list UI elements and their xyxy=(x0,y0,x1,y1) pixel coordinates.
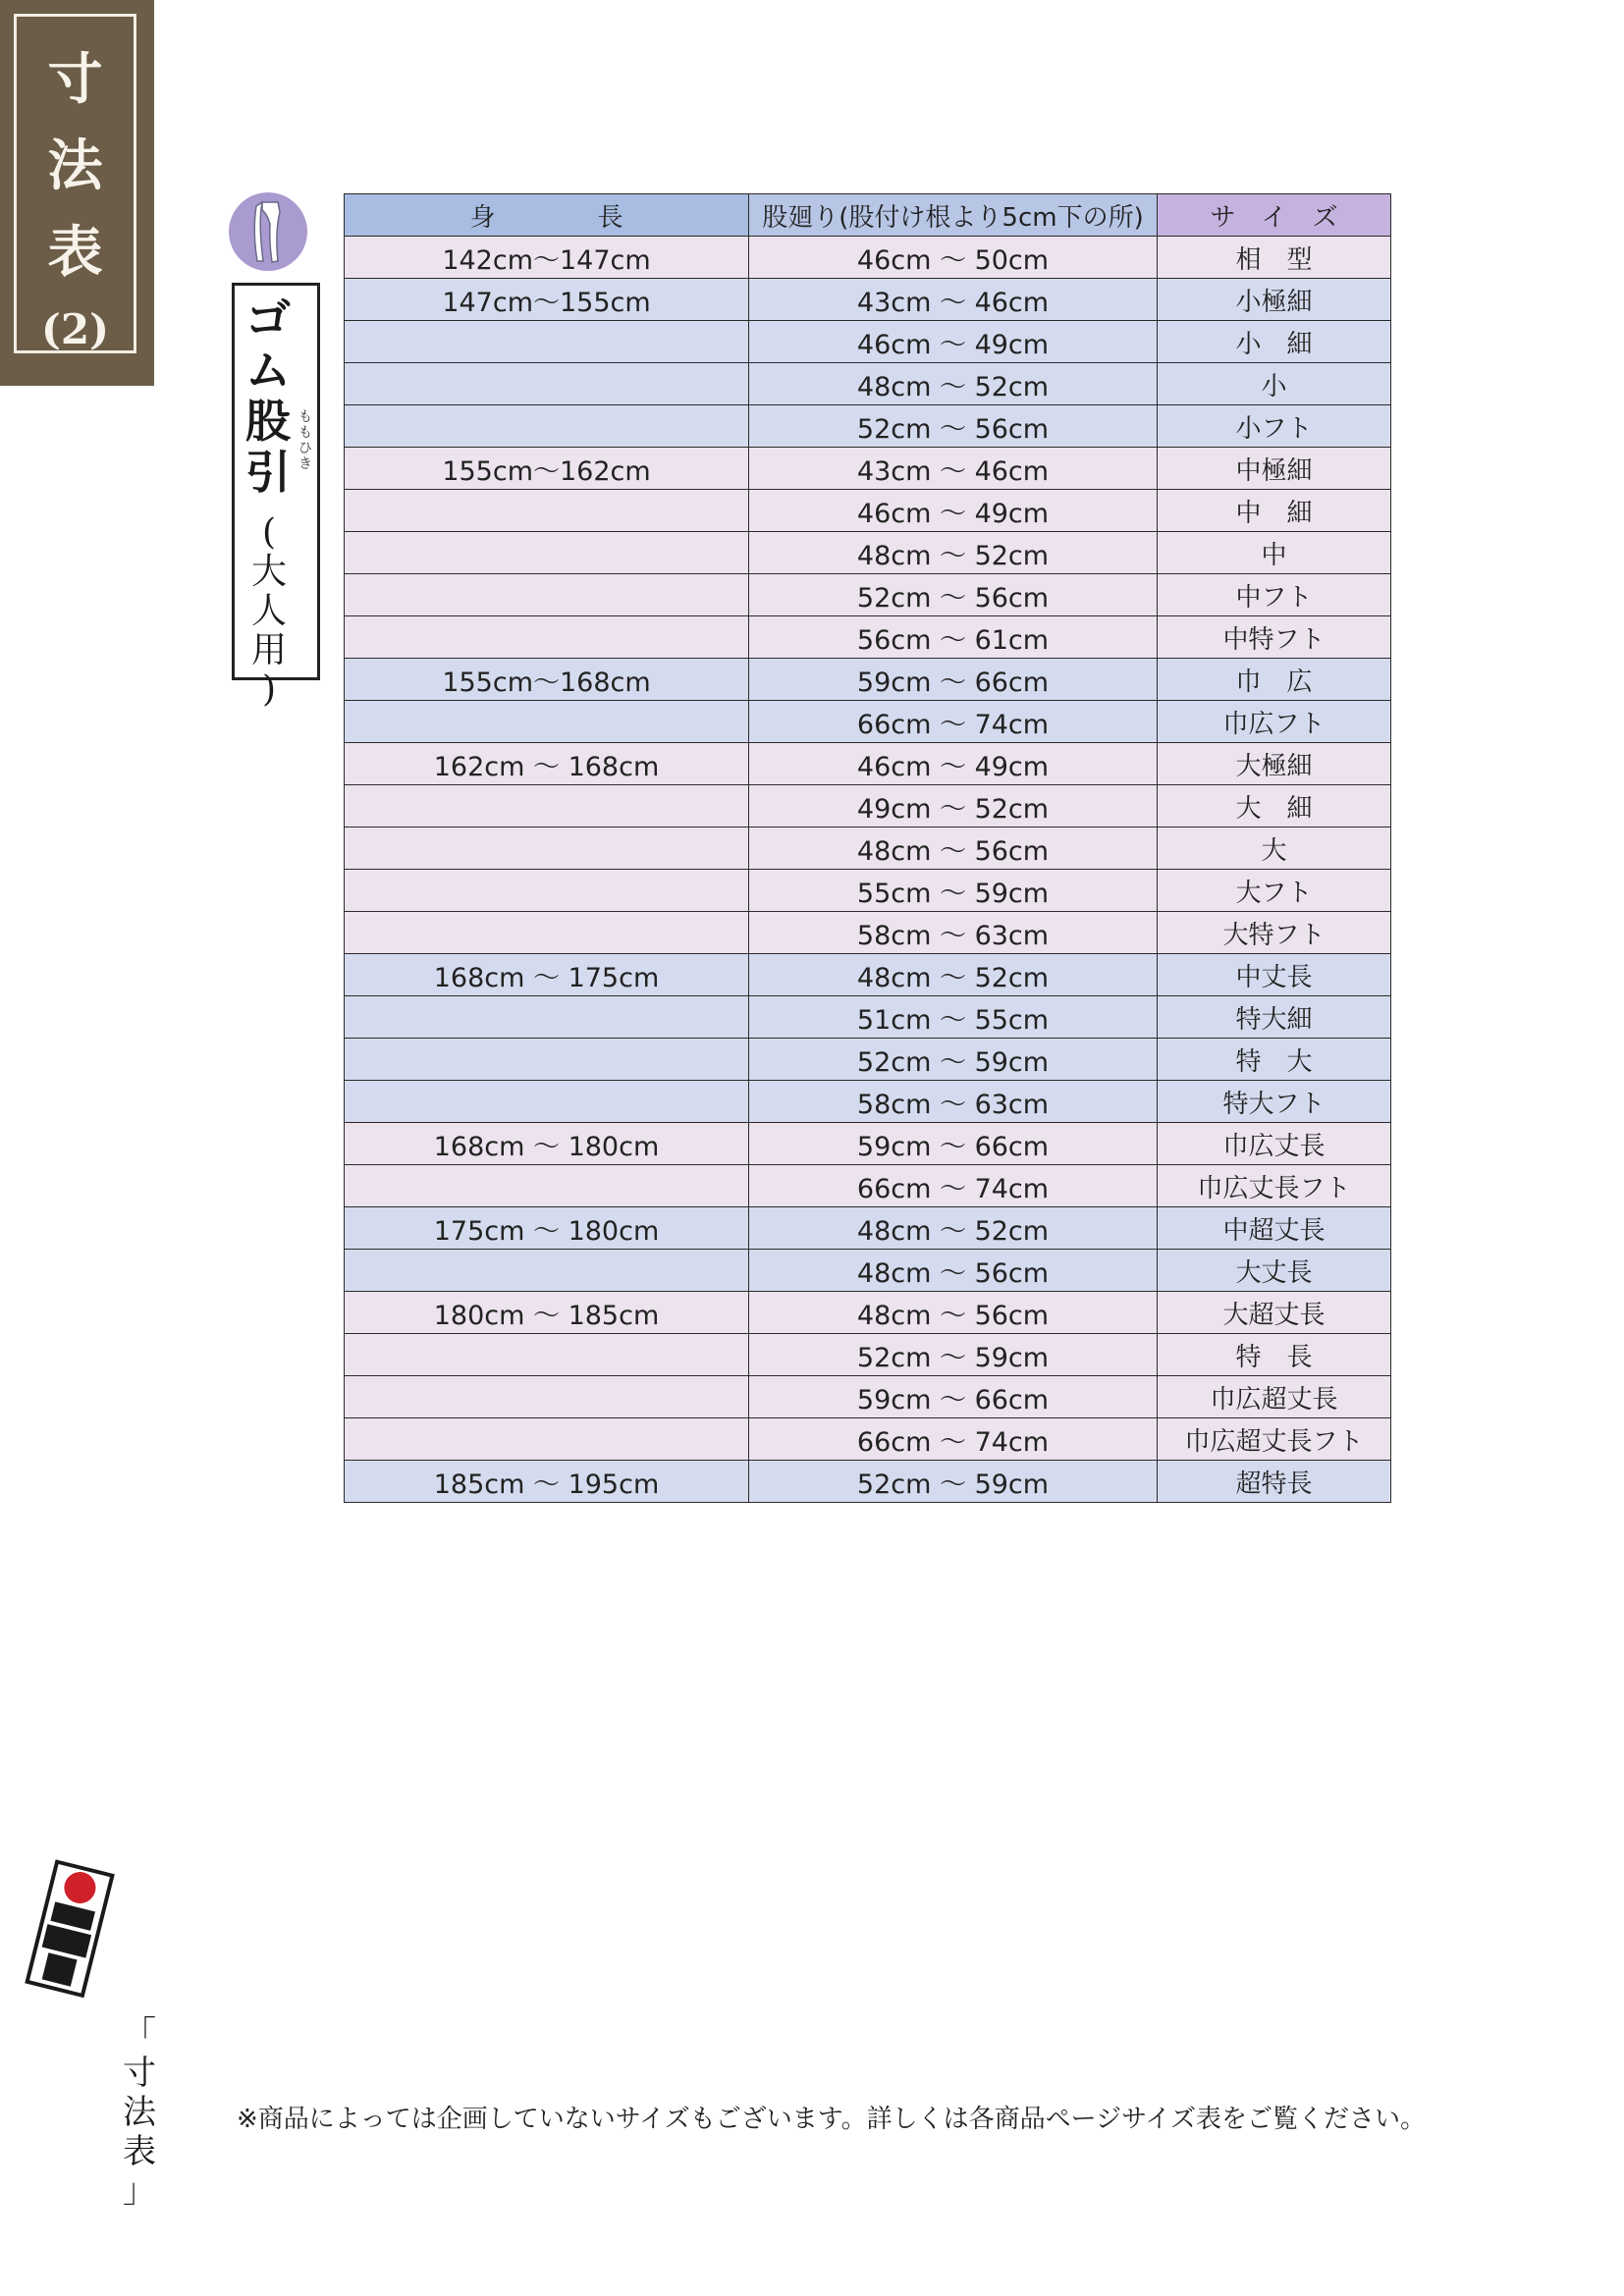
table-row xyxy=(345,532,1391,574)
cell-hip: 48cm 〜 52cm xyxy=(749,954,1158,996)
table-row xyxy=(345,1292,1391,1334)
cell-size: 巾広超丈長 xyxy=(1158,1376,1391,1418)
cell-height: 142cm〜147cm xyxy=(345,237,749,279)
footnote: ※商品によっては企画していないサイズもございます。詳しくは各商品ページサイズ表をご覧ください。 xyxy=(237,2105,1427,2134)
header-hip: 股廻り(股付け根より5cm下の所) xyxy=(749,194,1158,237)
cell-height xyxy=(345,996,749,1039)
cell-size: 大超丈長 xyxy=(1158,1292,1391,1334)
product-subtitle-char: 大 xyxy=(250,552,287,592)
cell-height xyxy=(345,912,749,954)
cell-size: 特 長 xyxy=(1158,1334,1391,1376)
cell-size: 特大フト xyxy=(1158,1081,1391,1123)
cell-size: 巾広丈長 xyxy=(1158,1123,1391,1165)
cell-size: 小 xyxy=(1158,363,1391,405)
product-title-char: 引 xyxy=(245,446,291,499)
cell-height xyxy=(345,532,749,574)
caption-char: 法 xyxy=(123,2093,156,2132)
cell-size: 大丈長 xyxy=(1158,1250,1391,1292)
cell-height: 180cm 〜 185cm xyxy=(345,1292,749,1334)
cell-size: 大フト xyxy=(1158,870,1391,912)
cell-height: 168cm 〜 180cm xyxy=(345,1123,749,1165)
cell-height xyxy=(345,870,749,912)
cell-size: 大極細 xyxy=(1158,743,1391,785)
table-row xyxy=(345,1250,1391,1292)
cell-height xyxy=(345,1039,749,1081)
product-subtitle-char: ) xyxy=(261,669,277,710)
ruby-char: ひ xyxy=(298,441,312,456)
cell-hip: 59cm 〜 66cm xyxy=(749,1123,1158,1165)
table-row xyxy=(345,870,1391,912)
cell-size: 小極細 xyxy=(1158,279,1391,321)
page-caption xyxy=(118,2014,161,2211)
cell-hip: 59cm 〜 66cm xyxy=(749,1376,1158,1418)
cell-hip: 48cm 〜 52cm xyxy=(749,532,1158,574)
cell-height xyxy=(345,1376,749,1418)
cell-hip: 48cm 〜 56cm xyxy=(749,1292,1158,1334)
table-row xyxy=(345,912,1391,954)
table-row xyxy=(345,1123,1391,1165)
cell-height: 175cm 〜 180cm xyxy=(345,1207,749,1250)
cell-hip: 52cm 〜 59cm xyxy=(749,1461,1158,1503)
cell-hip: 48cm 〜 56cm xyxy=(749,828,1158,870)
product-title-char: ゴ xyxy=(245,293,291,346)
cell-height: 162cm 〜 168cm xyxy=(345,743,749,785)
section-tab-number: (2) xyxy=(41,305,109,353)
table-row xyxy=(345,363,1391,405)
product-title xyxy=(244,294,292,498)
cell-height xyxy=(345,1165,749,1207)
cell-height: 155cm〜162cm xyxy=(345,448,749,490)
header-size: サ イ ズ xyxy=(1158,194,1391,237)
cell-hip: 46cm 〜 49cm xyxy=(749,490,1158,532)
size-table xyxy=(344,193,1391,1503)
cell-hip: 51cm 〜 55cm xyxy=(749,996,1158,1039)
cell-hip: 59cm 〜 66cm xyxy=(749,659,1158,701)
cell-height xyxy=(345,701,749,743)
cell-size: 巾広超丈長フト xyxy=(1158,1418,1391,1461)
table-row xyxy=(345,616,1391,659)
table-row xyxy=(345,1461,1391,1503)
cell-hip: 48cm 〜 52cm xyxy=(749,1207,1158,1250)
cell-hip: 46cm 〜 49cm xyxy=(749,321,1158,363)
table-row xyxy=(345,996,1391,1039)
table-row xyxy=(345,237,1391,279)
product-subtitle xyxy=(243,513,296,710)
cell-hip: 48cm 〜 56cm xyxy=(749,1250,1158,1292)
cell-height xyxy=(345,1418,749,1461)
cell-height xyxy=(345,363,749,405)
table-row xyxy=(345,1418,1391,1461)
cell-size: 中特フト xyxy=(1158,616,1391,659)
cell-height: 155cm〜168cm xyxy=(345,659,749,701)
cell-hip: 43cm 〜 46cm xyxy=(749,279,1158,321)
caption-char: 」 xyxy=(123,2171,156,2211)
table-row xyxy=(345,954,1391,996)
cell-size: 中 xyxy=(1158,532,1391,574)
product-title-char: ム xyxy=(245,344,291,397)
cell-height xyxy=(345,785,749,828)
cell-hip: 66cm 〜 74cm xyxy=(749,701,1158,743)
table-row xyxy=(345,279,1391,321)
cell-height: 185cm 〜 195cm xyxy=(345,1461,749,1503)
cell-size: 小フト xyxy=(1158,405,1391,448)
section-tab-frame xyxy=(14,14,136,353)
cell-hip: 56cm 〜 61cm xyxy=(749,616,1158,659)
cell-height xyxy=(345,490,749,532)
cell-hip: 58cm 〜 63cm xyxy=(749,912,1158,954)
cell-hip: 43cm 〜 46cm xyxy=(749,448,1158,490)
product-title-char: 股 xyxy=(245,395,291,448)
cell-size: 特 大 xyxy=(1158,1039,1391,1081)
product-subtitle-char: 人 xyxy=(250,591,287,631)
table-row xyxy=(345,1376,1391,1418)
product-subtitle-char: ( xyxy=(261,512,277,553)
cell-hip: 55cm 〜 59cm xyxy=(749,870,1158,912)
table-row xyxy=(345,1081,1391,1123)
header-height: 身 長 xyxy=(345,194,749,237)
cell-size: 大 xyxy=(1158,828,1391,870)
cell-size: 特大細 xyxy=(1158,996,1391,1039)
cell-size: 巾広丈長フト xyxy=(1158,1165,1391,1207)
table-row xyxy=(345,1334,1391,1376)
cell-height: 168cm 〜 175cm xyxy=(345,954,749,996)
table-row xyxy=(345,701,1391,743)
cell-height xyxy=(345,1081,749,1123)
table-row xyxy=(345,448,1391,490)
product-title-box xyxy=(232,283,320,710)
caption-char: 「 xyxy=(123,2014,156,2054)
cell-hip: 66cm 〜 74cm xyxy=(749,1418,1158,1461)
table-body xyxy=(345,237,1391,1503)
cell-size: 巾 広 xyxy=(1158,659,1391,701)
cell-hip: 66cm 〜 74cm xyxy=(749,1165,1158,1207)
table-row xyxy=(345,743,1391,785)
section-tab-char: 法 xyxy=(47,133,103,198)
section-tab-char: 表 xyxy=(47,220,103,285)
table-row xyxy=(345,828,1391,870)
cell-height xyxy=(345,1250,749,1292)
table-row xyxy=(345,1165,1391,1207)
cell-size: 大 細 xyxy=(1158,785,1391,828)
table-row xyxy=(345,574,1391,616)
cell-hip: 46cm 〜 50cm xyxy=(749,237,1158,279)
section-tab xyxy=(0,0,154,386)
cell-height xyxy=(345,616,749,659)
caption-char: 表 xyxy=(123,2132,156,2171)
cell-height xyxy=(345,321,749,363)
cell-height: 147cm〜155cm xyxy=(345,279,749,321)
cell-height xyxy=(345,574,749,616)
cell-hip: 49cm 〜 52cm xyxy=(749,785,1158,828)
cell-size: 大特フト xyxy=(1158,912,1391,954)
table-header-row xyxy=(345,194,1391,237)
section-tab-char: 寸 xyxy=(47,47,103,112)
table-row xyxy=(345,405,1391,448)
cell-hip: 48cm 〜 52cm xyxy=(749,363,1158,405)
cell-hip: 52cm 〜 59cm xyxy=(749,1334,1158,1376)
ruby-char: き xyxy=(298,456,312,472)
cell-size: 中 細 xyxy=(1158,490,1391,532)
cell-hip: 46cm 〜 49cm xyxy=(749,743,1158,785)
cell-hip: 58cm 〜 63cm xyxy=(749,1081,1158,1123)
cell-size: 中フト xyxy=(1158,574,1391,616)
table-row xyxy=(345,490,1391,532)
ruby-char: も xyxy=(298,409,312,425)
table-row xyxy=(345,659,1391,701)
shop-logo-graphic xyxy=(21,1858,120,2000)
table-row xyxy=(345,785,1391,828)
table-row xyxy=(345,1039,1391,1081)
cell-size: 中丈長 xyxy=(1158,954,1391,996)
momohiki-pants-icon xyxy=(229,192,307,271)
cell-hip: 52cm 〜 56cm xyxy=(749,405,1158,448)
cell-size: 巾広フト xyxy=(1158,701,1391,743)
cell-size: 相 型 xyxy=(1158,237,1391,279)
shop-logo-icon xyxy=(21,1858,120,2000)
table-row xyxy=(345,321,1391,363)
ruby-char: も xyxy=(298,425,312,441)
caption-char: 寸 xyxy=(123,2054,156,2093)
cell-hip: 52cm 〜 59cm xyxy=(749,1039,1158,1081)
momohiki-pants-icon-graphic xyxy=(229,192,307,271)
table-row xyxy=(345,1207,1391,1250)
cell-hip: 52cm 〜 56cm xyxy=(749,574,1158,616)
cell-height xyxy=(345,828,749,870)
cell-height xyxy=(345,405,749,448)
product-title-ruby xyxy=(298,409,313,472)
cell-size: 中極細 xyxy=(1158,448,1391,490)
cell-height xyxy=(345,1334,749,1376)
cell-size: 超特長 xyxy=(1158,1461,1391,1503)
product-subtitle-char: 用 xyxy=(250,630,287,670)
cell-size: 中超丈長 xyxy=(1158,1207,1391,1250)
cell-size: 小 細 xyxy=(1158,321,1391,363)
